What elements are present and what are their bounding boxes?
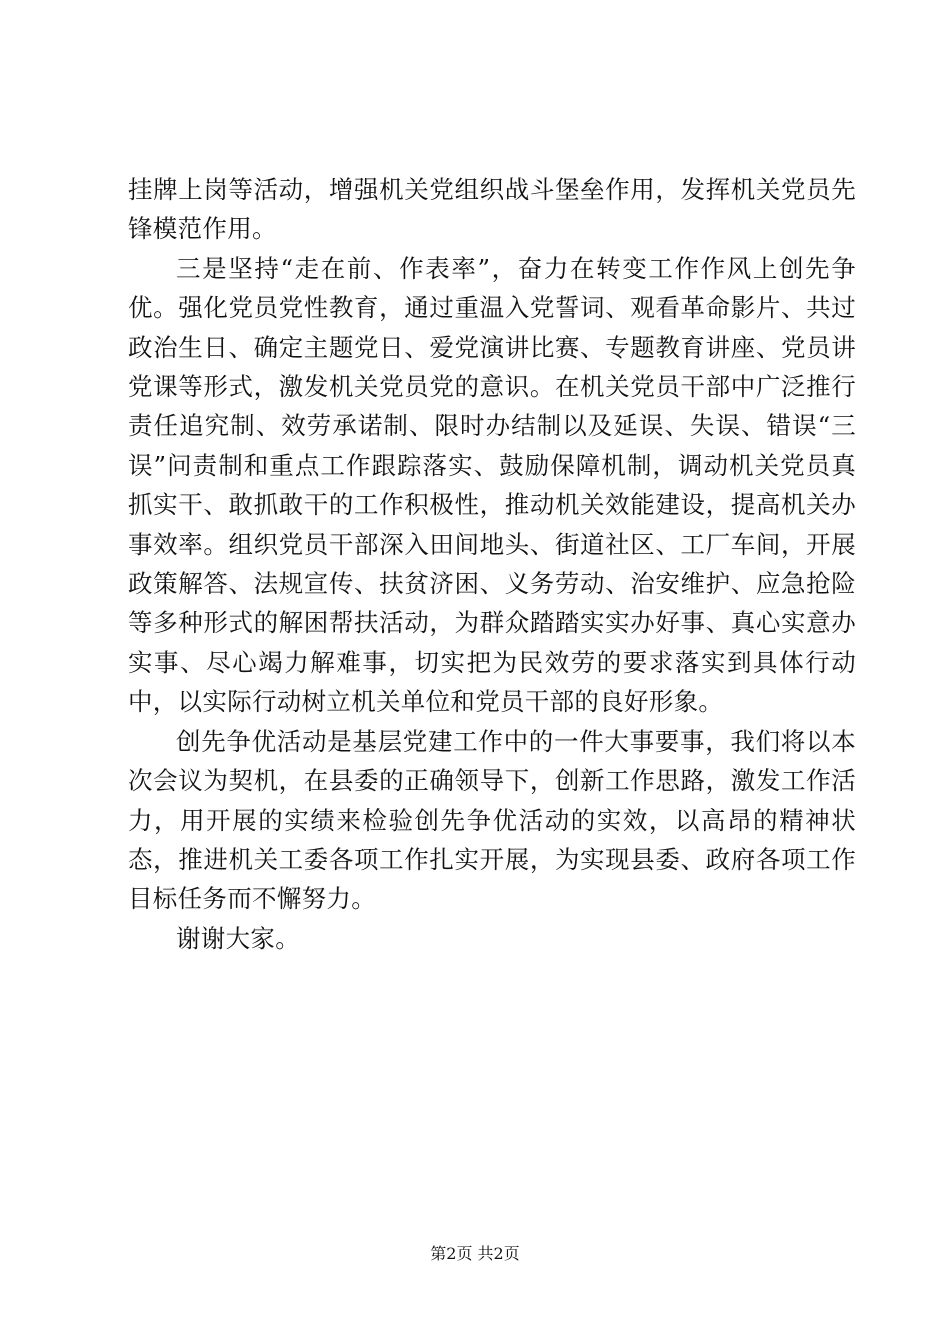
paragraph-third-point: 三是坚持“走在前、作表率”，奋力在转变工作作风上创先争优。强化党员党性教育，通过重温入党誓词、观看革命影片、共过政治生日、确定主题党日、爱党演讲比赛、专题教育讲座、党员讲党课等形式，激发机关党员党的意识。在机关党员干部中广泛推行责任追究制、效劳承诺制、限时办结制以及延误、失误、错误“三误”问责制和重点工作跟踪落实、鼓励保障机制，调动机关党员真抓实干、敢抓敢干的工作积极性，推动机关效能建设，提高机关办事效率。组织党员干部深入田间地头、街道社区、工厂车间，开展政策解答、法规宣传、扶贫济困、义务劳动、治安维护、应急抢险等多种形式的解困帮扶活动，为群众踏踏实实办好事、真心实意办实事、尽心竭力解难事，切实把为民效劳的要求落实到具体行动中，以实际行动树立机关单位和党员干部的良好形象。 (128, 253, 856, 717)
document-body (128, 170, 856, 958)
paragraph-continuation: 挂牌上岗等活动，增强机关党组织战斗堡垒作用，发挥机关党员先锋模范作用。 (128, 175, 856, 244)
paragraph-thanks: 谢谢大家。 (176, 923, 300, 953)
page-number-footer: 第2页 共2页 (430, 1244, 520, 1263)
paragraph-conclusion: 创先争优活动是基层党建工作中的一件大事要事，我们将以本次会议为契机，在县委的正确领导下，创新工作思路，激发工作活力，用开展的实绩来检验创先争优活动的实效，以高昂的精神状态，推进机关工委各项工作扎实开展，为实现县委、政府各项工作目标任务而不懈努力。 (128, 726, 856, 914)
